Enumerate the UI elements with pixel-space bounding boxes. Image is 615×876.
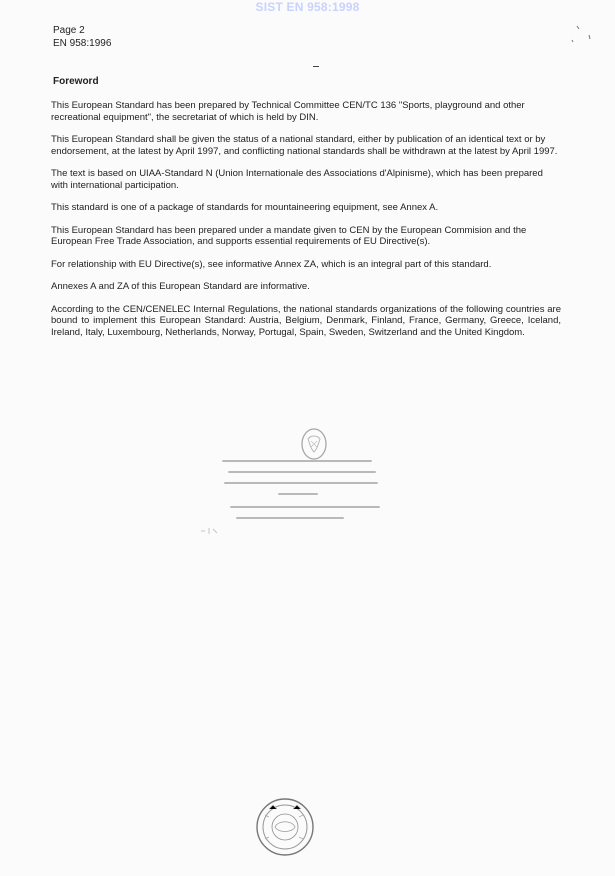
foreword-content (51, 100, 561, 349)
foreword-paragraph: For relationship with EU Directive(s), see informative Annex ZA, which is an integral part of this standard. (51, 258, 492, 270)
page-label: Page 2 (53, 25, 85, 36)
tiny-mark-icon (199, 526, 221, 536)
foreword-paragraph: This European Standard has been prepared by Technical Committee CEN/TC 136 "Sports, playground and other recreational equipment", the secretariat of which is held by DIN. (51, 100, 525, 123)
stamp-line (222, 460, 372, 462)
stamp-line (236, 517, 344, 519)
stamp-text-lines (222, 456, 392, 528)
stamp-line (278, 493, 318, 495)
foreword-paragraph: This standard is one of a package of standards for mountaineering equipment, see Annex A. (51, 202, 439, 213)
foreword-paragraph: This European Standard shall be given the status of a national standard, either by publication of an identical text or by endorsement, at the latest by April 1997, and conflicting national standards shall be withdrawn at the latest by April 1997. (51, 134, 558, 157)
stamp-line (224, 482, 378, 484)
stamp-line (228, 471, 376, 473)
round-stamp-icon (251, 793, 319, 861)
foreword-paragraph: This European Standard has been prepared under a mandate given to CEN by the European Commision and the European Free Trade Association, and supports essential requirements of EU Directive(s). (51, 224, 527, 247)
page-header (53, 24, 111, 50)
foreword-paragraph: Annexes A and ZA of this European Standard are informative. (51, 281, 310, 292)
corner-marks-icon (569, 20, 599, 50)
foreword-paragraph: According to the CEN/CENELEC Internal Regulations, the national standards organizations of the following countries are bound to implement this European Standard: Austria, Belgium, Denmark, Finland, France, Germany, Greece, Iceland, Ireland, Italy, Luxembourg, Netherlands, Norway, Portugal, Spain, Sweden, Switzerland and the United Kingdom. (51, 303, 561, 338)
watermark-text: SIST EN 958:1998 (255, 0, 360, 14)
stamp-line (230, 506, 380, 508)
foreword-paragraph: The text is based on UIAA-Standard N (Union Internationale des Associations d'Alpinisme), which has been prepared with international participation. (51, 168, 543, 191)
standard-code: EN 958:1996 (53, 38, 112, 49)
foreword-title: Foreword (53, 76, 99, 87)
header-dash (313, 66, 319, 67)
